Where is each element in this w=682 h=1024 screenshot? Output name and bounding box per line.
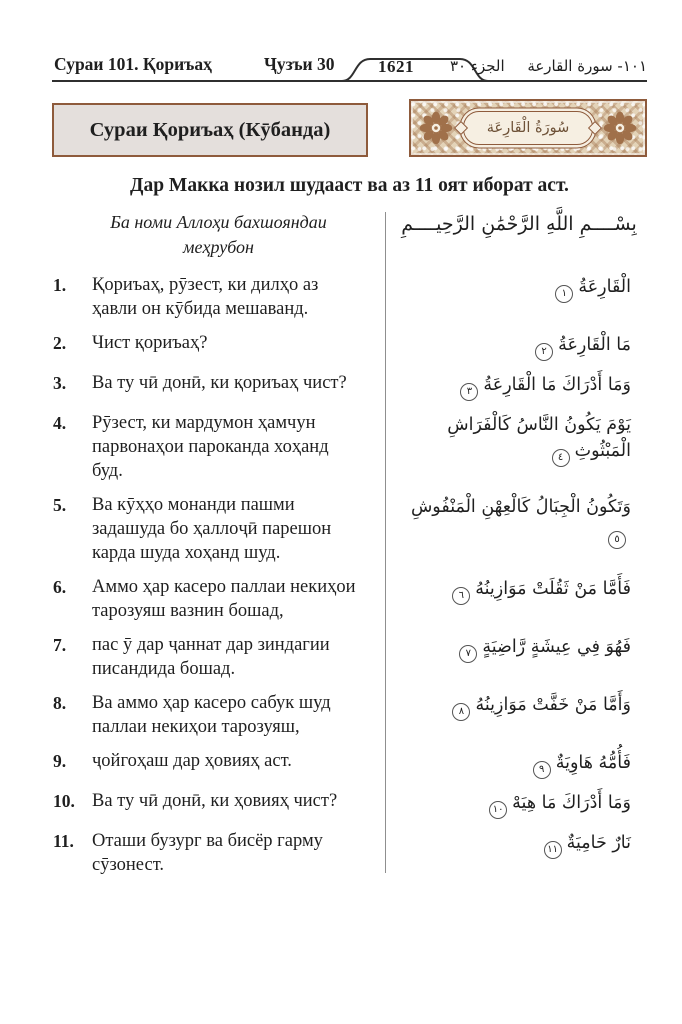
basmala-arabic: بِسْــــمِ اللَّهِ الرَّحْمَٰنِ الرَّحِيــــمِ [401, 213, 637, 235]
verse-row [52, 691, 647, 739]
verse-translation: Оташи бузург ва бисёр гарму сӯзонест. [92, 831, 323, 875]
verse-arabic-text: نَارٌ حَامِيَةٌ [566, 833, 631, 853]
header-surah-title-cyrillic: Сураи 101. Қориъаҳ [54, 54, 212, 74]
verse-translation: Чист қориъаҳ? [92, 333, 208, 353]
verse-arabic [385, 371, 647, 401]
verse-translation-cell [52, 829, 385, 877]
verse-arabic-text: فَأَمَّا مَنْ ثَقُلَتْ مَوَازِينُهُ [475, 579, 631, 599]
ayah-end-marker-icon: ١٠ [489, 801, 507, 819]
title-banner-row [52, 99, 647, 157]
verse-translation: пас ӯ дар ҷаннат дар зиндагии писандида бошад. [92, 635, 330, 679]
verse-translation-cell [52, 789, 385, 819]
verse-translation: Ва кӯҳҳо монанди пашми задашуда бо ҳаллоҷӣ парешон карда шуда хоҳанд шуд. [92, 495, 332, 563]
verse-arabic-text: الْقَارِعَةُ [578, 277, 631, 297]
verse-arabic-text: فَأُمُّهُ هَاوِيَةٌ [555, 753, 631, 773]
verse-row [52, 411, 647, 483]
verse-arabic [385, 575, 647, 623]
verse-row [52, 273, 647, 321]
verse-row [52, 493, 647, 565]
page-number: 1621 [378, 57, 414, 76]
ayah-end-marker-icon: ٢ [535, 343, 553, 361]
verse-translation-cell [52, 633, 385, 681]
verse-arabic-text: وَمَا أَدْرَاكَ مَا الْقَارِعَةُ [483, 375, 631, 395]
verse-number: 11. [53, 831, 74, 851]
rosette-icon [602, 110, 638, 146]
verse-arabic-text: مَا الْقَارِعَةُ [558, 335, 631, 355]
surah-ornament-frame [409, 99, 647, 157]
ayah-end-marker-icon: ١١ [544, 841, 562, 859]
ayah-end-marker-icon: ٦ [452, 587, 470, 605]
verse-translation: Рӯзест, ки мардумон ҳамчун парвонаҳои пароканда хоҳанд буд. [92, 413, 329, 481]
verse-arabic [385, 749, 647, 779]
verse-row [52, 371, 647, 401]
verse-translation: Ва аммо ҳар касеро сабук шуд паллаи некиҳои тарозуяш, [92, 693, 331, 737]
verse-arabic-text: وَمَا أَدْرَاكَ مَا هِيَهْ [512, 793, 631, 813]
verse-row [52, 749, 647, 779]
verse-row [52, 331, 647, 361]
verse-number: 6. [53, 577, 67, 597]
verse-list [52, 273, 647, 877]
verse-arabic [385, 331, 647, 361]
header-juz-cyrillic: Ҷузъи 30 [264, 54, 335, 74]
ayah-end-marker-icon: ١ [555, 285, 573, 303]
verse-arabic [385, 411, 647, 483]
verse-translation-cell [52, 273, 385, 321]
verse-translation: ҷойгоҳаш дар ҳовияҳ аст. [92, 751, 292, 771]
verse-arabic [385, 633, 647, 681]
verse-translation-cell [52, 575, 385, 623]
verse-translation-cell [52, 749, 385, 779]
page-header [52, 46, 647, 82]
verse-row [52, 633, 647, 681]
basmala-translation: Ба номи Аллоҳи бахшояндаи меҳрубон [110, 212, 327, 257]
surah-title-banner: Сураи Қориъаҳ (Кӯбанда) [52, 103, 368, 157]
revelation-note: Дар Макка нозил шудааст ва аз 11 оят иборат аст. [130, 175, 569, 196]
verse-translation-cell [52, 691, 385, 739]
verse-translation-cell [52, 493, 385, 565]
rosette-icon [418, 110, 454, 146]
verse-translation: Қориъаҳ, рӯзест, ки дилҳо аз ҳавли он кӯбида мешаванд. [92, 275, 319, 319]
verse-number: 8. [53, 693, 67, 713]
verse-number: 3. [53, 373, 67, 393]
ayah-end-marker-icon: ٥ [608, 531, 626, 549]
surah-cartouche: سُورَةُ الْقَارِعَة [463, 111, 593, 145]
verse-number: 1. [53, 275, 67, 295]
verse-arabic-text: وَتَكُونُ الْجِبَالُ كَالْعِهْنِ الْمَنْفُوشِ [410, 497, 631, 517]
verse-translation-cell [52, 331, 385, 361]
verse-arabic [385, 829, 647, 877]
verse-number: 4. [53, 413, 67, 433]
ayah-end-marker-icon: ٨ [452, 703, 470, 721]
verse-row [52, 575, 647, 623]
verse-arabic [385, 691, 647, 739]
ayah-end-marker-icon: ٩ [533, 761, 551, 779]
header-surah-arabic-ref: ١٠١- سورة القارعة [527, 57, 647, 75]
verse-translation: Аммо ҳар касеро паллаи некиҳои тарозуяш вазнин бошад, [92, 577, 356, 621]
header-juz-arabic: الجزء ٣٠ [450, 57, 505, 75]
verse-number: 10. [53, 791, 75, 811]
column-divider [385, 212, 386, 873]
verse-row [52, 829, 647, 877]
verse-number: 2. [53, 333, 67, 353]
verse-arabic-text: فَهُوَ فِي عِيشَةٍ رَّاضِيَةٍ [482, 637, 631, 657]
verse-translation: Ва ту чӣ донӣ, ки ҳовияҳ чист? [92, 791, 338, 811]
verse-arabic-text: يَوْمَ يَكُونُ النَّاسُ كَالْفَرَاشِ الْمَبْثُوثِ [447, 415, 631, 461]
ayah-end-marker-icon: ٣ [460, 383, 478, 401]
verse-arabic [385, 789, 647, 819]
verse-content [52, 210, 647, 877]
verse-number: 7. [53, 635, 67, 655]
verse-number: 9. [53, 751, 67, 771]
ayah-end-marker-icon: ٧ [459, 645, 477, 663]
verse-arabic-text: وَأَمَّا مَنْ خَفَّتْ مَوَازِينُهُ [475, 695, 631, 715]
verse-arabic [385, 273, 647, 321]
verse-translation-cell [52, 411, 385, 483]
verse-row [52, 789, 647, 819]
verse-translation: Ва ту чӣ донӣ, ки қориъаҳ чист? [92, 373, 347, 393]
verse-translation-cell [52, 371, 385, 401]
verse-arabic [385, 493, 647, 565]
basmala-row [52, 210, 647, 260]
header-rule [52, 80, 647, 82]
ayah-end-marker-icon: ٤ [552, 449, 570, 467]
verse-number: 5. [53, 495, 67, 515]
